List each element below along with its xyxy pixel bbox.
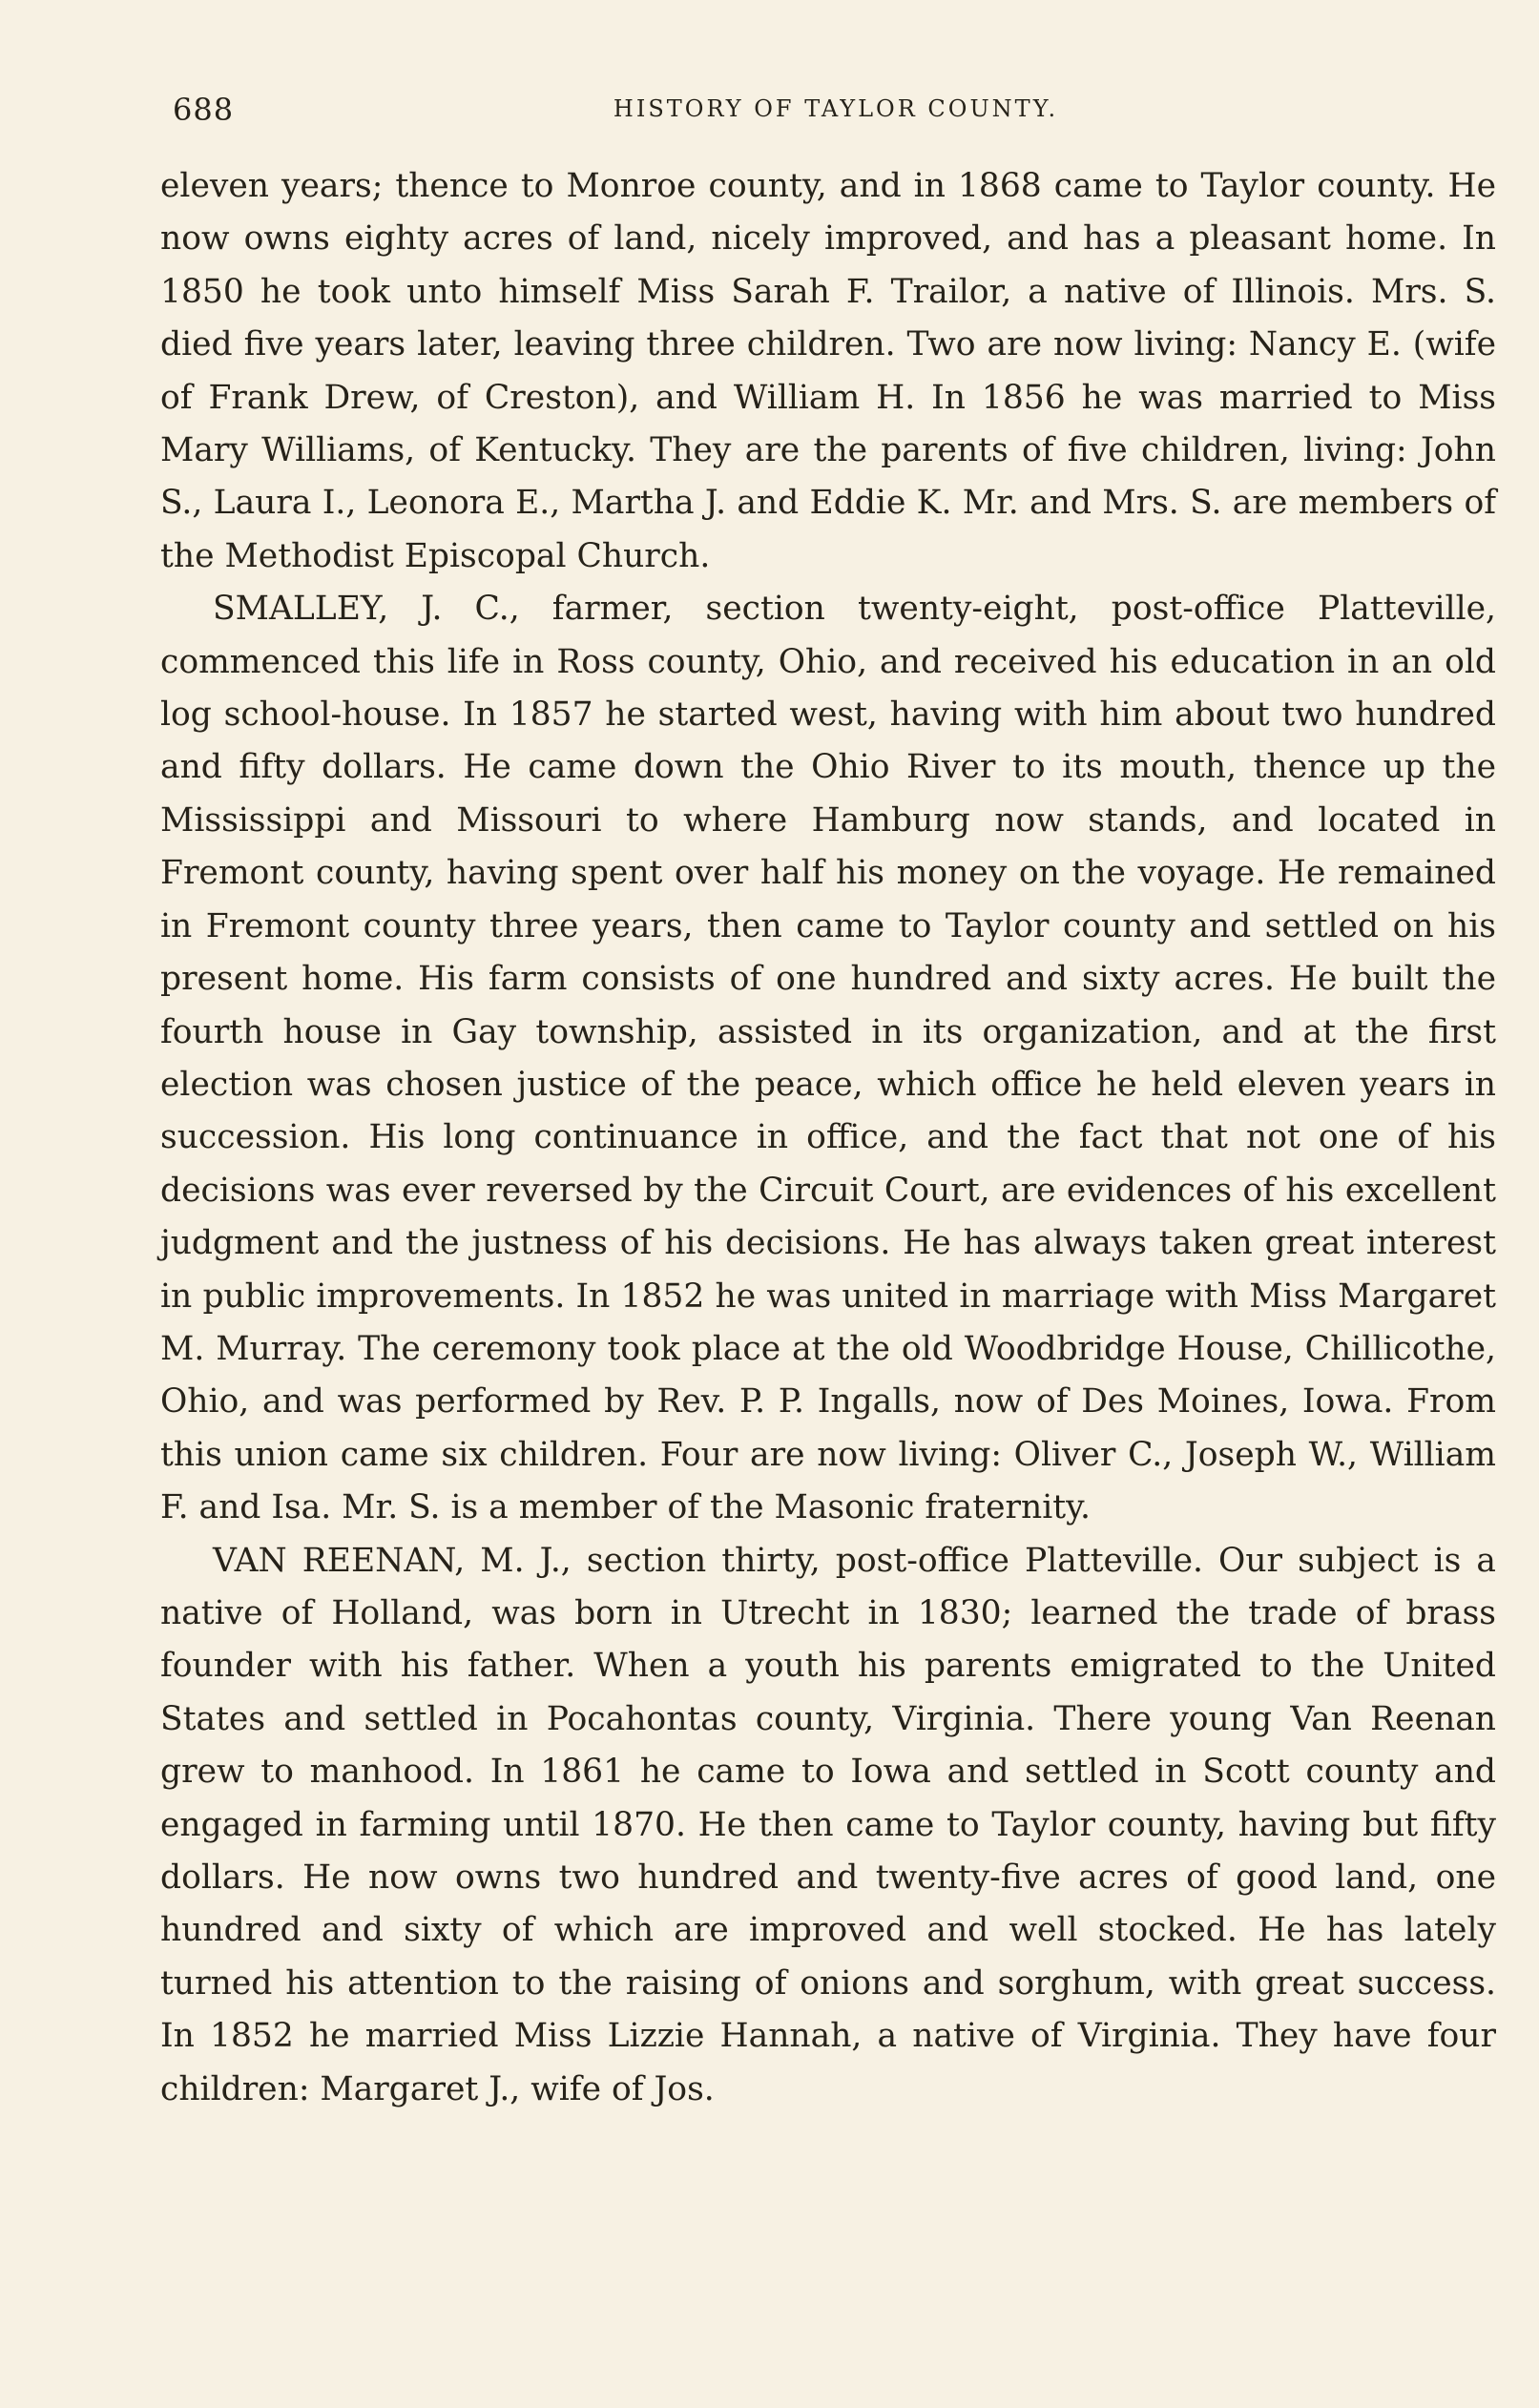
body-text xyxy=(160,160,1496,2116)
paragraph-smalley: SMALLEY, J. C., farmer, section twenty-eight, post-office Platteville, commenced this life in Ross county, Ohio, and received his education in an old log school-house. In 1857 he started west, having with him about two hundred and fifty dollars. He came down the Ohio River to its mouth, thence up the Mississippi and Missouri to where Hamburg now stands, and located in Fremont county, having spent over half his money on the voyage. He remained in Fremont county three years, then came to Taylor county and settled on his present home. His farm consists of one hundred and sixty acres. He built the fourth house in Gay township, assisted in its organization, and at the first election was chosen justice of the peace, which office he held eleven years in succession. His long continuance in office, and the fact that not one of his decisions was ever reversed by the Circuit Court, are evidences of his excellent judgment and the justness of his decisions. He has always taken great interest in public improvements. In 1852 he was united in marriage with Miss Margaret M. Murray. The ceremony took place at the old Woodbridge House, Chillicothe, Ohio, and was performed by Rev. P. P. Ingalls, now of Des Moines, Iowa. From this union came six children. Four are now living: Oliver C., Joseph W., William F. and Isa. Mr. S. is a member of the Masonic fraternity. xyxy=(160,590,1496,1527)
paragraph-van-reenan: VAN REENAN, M. J., section thirty, post-office Platteville. Our subject is a native of Holland, was born in Utrecht in 1830; learned the trade of brass founder with his father. When a youth his parents emigrated to the United States and settled in Pocahontas county, Virginia. There young Van Reenan grew to manhood. In 1861 he came to Iowa and settled in Scott county and engaged in farming until 1870. He then came to Taylor county, having but fifty dollars. He now owns two hundred and twenty-five acres of good land, one hundred and sixty of which are improved and well stocked. He has lately turned his attention to the raising of onions and sorghum, with great success. In 1852 he married Miss Lizzie Hannah, a native of Virginia. They have four children: Margaret J., wife of Jos. xyxy=(160,1541,1496,2108)
page-number: 688 xyxy=(173,92,235,128)
page-header xyxy=(173,92,1499,130)
running-head: HISTORY OF TAYLOR COUNTY. xyxy=(613,95,1059,122)
paragraph-continued: eleven years; thence to Monroe county, and in 1868 came to Taylor county. He now owns eighty acres of land, nicely improved, and has a pleasant home. In 1850 he took unto himself Miss Sarah F. Trailor, a native of Illinois. Mrs. S. died five years later, leaving three children. Two are now living: Nancy E. (wife of Frank Drew, of Creston), and William H. In 1856 he was married to Miss Mary Williams, of Kentucky. They are the parents of five children, living: John S., Laura I., Leonora E., Martha J. and Eddie K. Mr. and Mrs. S. are members of the Methodist Episcopal Church. xyxy=(160,167,1496,575)
